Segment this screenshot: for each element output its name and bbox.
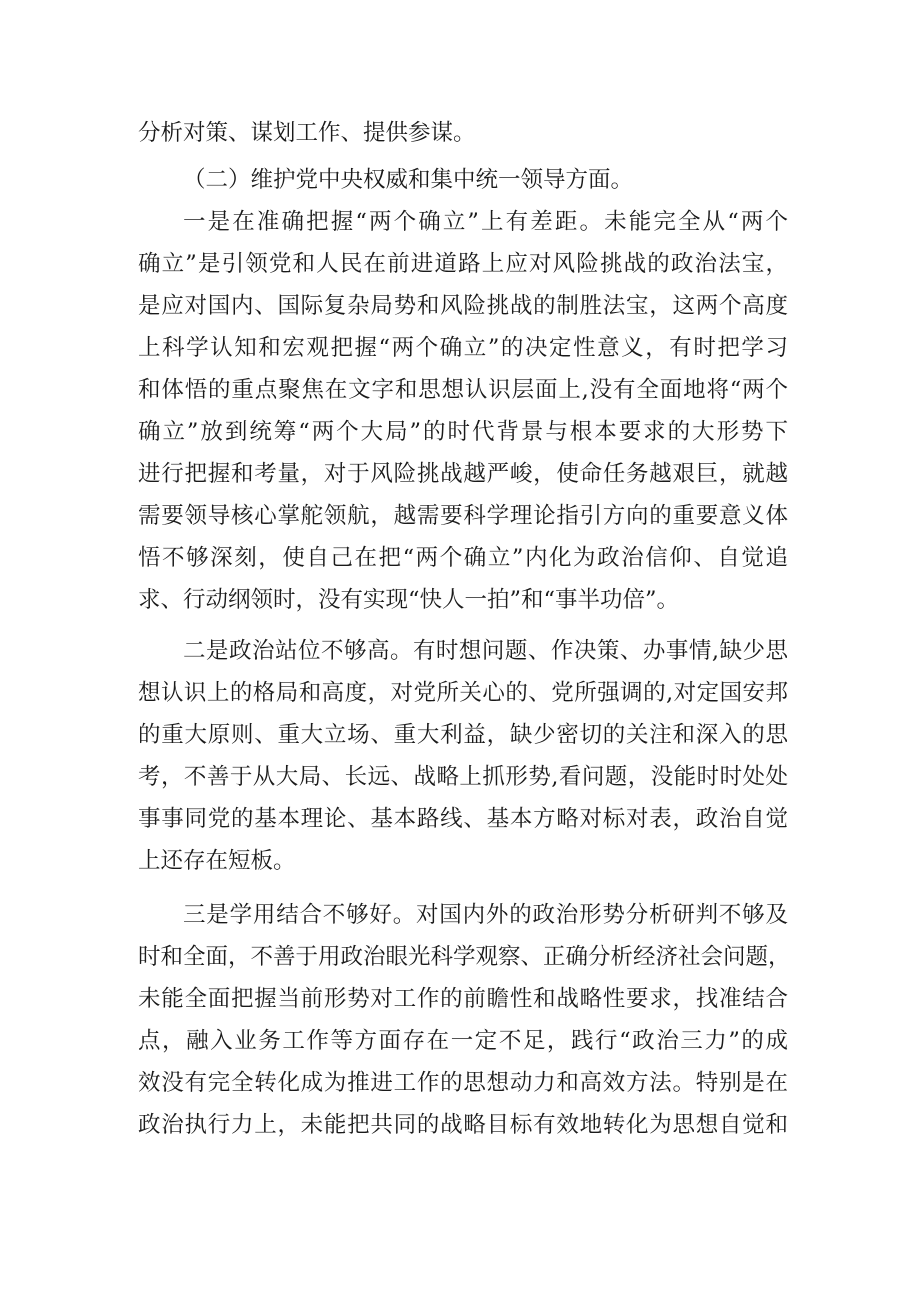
paragraph-2-line: 考，不善于从大局、长远、战略上抓形势,看问题，没能时时处处 (138, 764, 788, 790)
paragraph-1-line: 确立”是引领党和人民在前进道路上应对风险挑战的政治法宝， (138, 251, 788, 277)
section-heading: （二）维护党中央权威和集中统一领导方面。 (183, 167, 634, 193)
paragraph-1-line: 上科学认知和宏观把握“两个确立”的决定性意义，有时把学习 (138, 335, 788, 361)
paragraph-3-line: 三是学用结合不够好。对国内外的政治形势分析研判不够及 (183, 902, 788, 928)
paragraph-1-line: 和体悟的重点聚焦在文字和思想认识层面上,没有全面地将“两个 (138, 377, 788, 403)
paragraph-2-line: 二是政治站位不够高。有时想问题、作决策、办事情,缺少思 (183, 638, 788, 664)
paragraph-2-line: 事事同党的基本理论、基本路线、基本方略对标对表，政治自觉 (138, 806, 788, 832)
paragraph-3-line: 政治执行力上，未能把共同的战略目标有效地转化为思想自觉和 (138, 1112, 788, 1138)
paragraph-1-line: 悟不够深刻，使自己在把“两个确立”内化为政治信仰、自觉追 (138, 545, 788, 571)
paragraph-3-line: 点，融入业务工作等方面存在一定不足，践行“政治三力”的成 (138, 1028, 788, 1054)
paragraph-2-line: 的重大原则、重大立场、重大利益，缺少密切的关注和深入的思 (138, 722, 788, 748)
paragraph-1-line: 求、行动纲领时，没有实现“快人一拍”和“事半功倍”。 (138, 587, 680, 613)
paragraph-1-line: 进行把握和考量，对于风险挑战越严峻，使命任务越艰巨，就越 (138, 461, 788, 487)
paragraph-2-line: 想认识上的格局和高度，对党所关心的、党所强调的,对定国安邦 (138, 680, 788, 706)
intro-line: 分析对策、谋划工作、提供参谋。 (138, 120, 476, 146)
paragraph-1-line: 一是在准确把握“两个确立”上有差距。未能完全从“两个 (183, 209, 788, 235)
paragraph-3-line: 时和全面，不善于用政治眼光科学观察、正确分析经济社会问题， (138, 944, 791, 970)
paragraph-2-line: 上还存在短板。 (138, 848, 296, 874)
paragraph-3-line: 效没有完全转化成为推进工作的思想动力和高效方法。特别是在 (138, 1070, 788, 1096)
paragraph-3-line: 未能全面把握当前形势对工作的前瞻性和战略性要求，找准结合 (138, 986, 788, 1012)
paragraph-1-line: 是应对国内、国际复杂局势和风险挑战的制胜法宝，这两个高度 (138, 293, 788, 319)
paragraph-1-line: 需要领导核心掌舵领航，越需要科学理论指引方向的重要意义体 (138, 503, 788, 529)
paragraph-1-line: 确立”放到统筹“两个大局”的时代背景与根本要求的大形势下 (138, 419, 788, 445)
